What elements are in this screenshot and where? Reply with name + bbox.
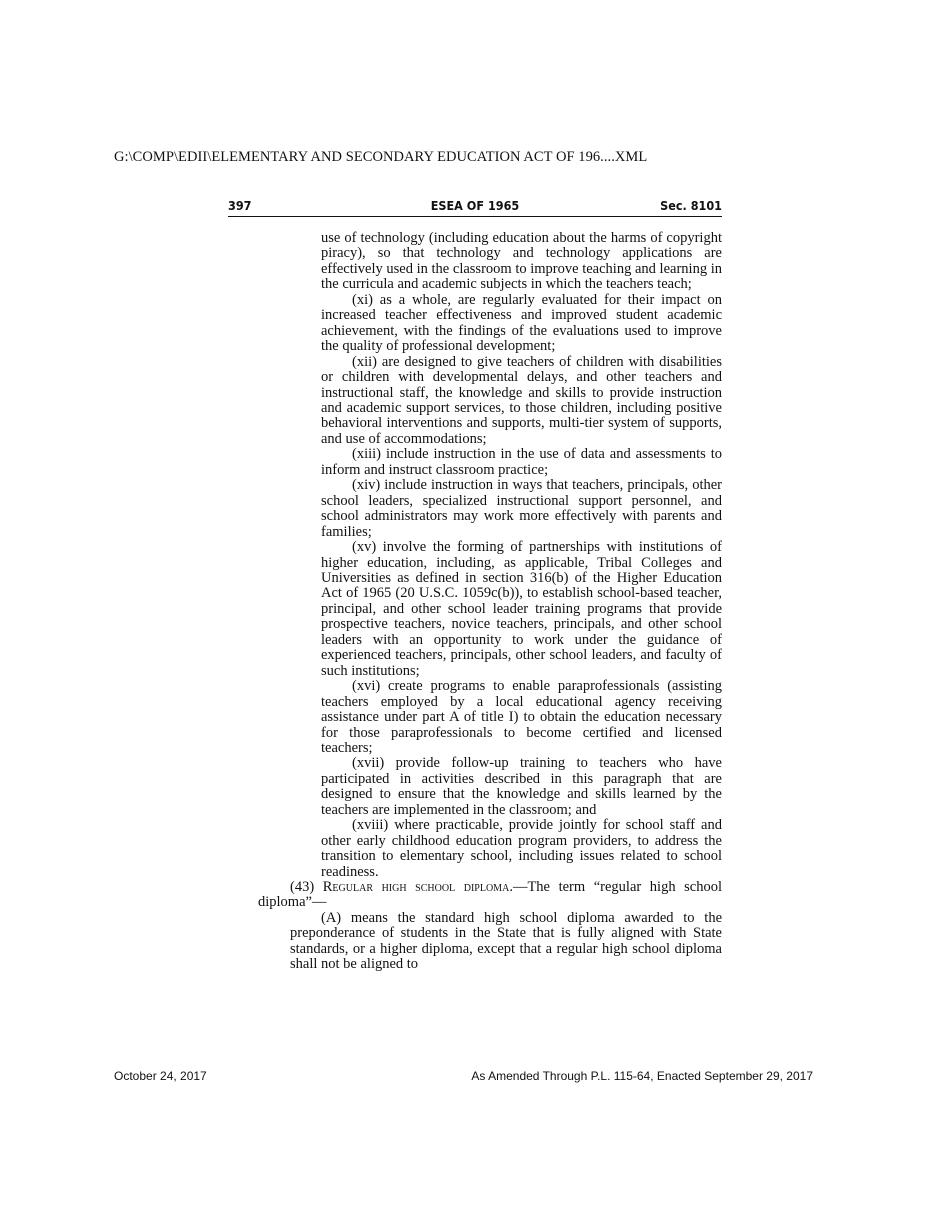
footer-amended: As Amended Through P.L. 115-64, Enacted September 29, 2017 bbox=[471, 1069, 813, 1083]
header-rule bbox=[228, 216, 722, 217]
footer-date: October 24, 2017 bbox=[114, 1069, 207, 1083]
clause-xii: (xii) are designed to give teachers of children with disabilities or children with developmental delays, and other teachers and instructional staff, the knowledge and skills to provide instruction and academic support services, to those children, including positive behavioral interventions and supports, multi-tier system of supports, and use of accommodations; bbox=[321, 353, 722, 447]
running-head bbox=[228, 198, 722, 216]
clause-xviii: (xviii) where practicable, provide jointly for school staff and other early childhood education program providers, to address the transition to elementary school, including issues related to school readiness. bbox=[321, 817, 722, 880]
paragraph-43-heading: Regular high school diploma bbox=[322, 879, 510, 896]
paragraph-43 bbox=[258, 880, 722, 911]
subparagraph-a: (A) means the standard high school diploma awarded to the preponderance of students in the State that is fully aligned with State standards, or a higher diploma, except that a regular high school diploma shall not be aligned to bbox=[290, 909, 722, 973]
clause-xv: (xv) involve the forming of partnerships with institutions of higher education, including, as applicable, Tribal Colleges and Universities as defined in section 316(b) of the Higher Education Act of 1965 (20 U.S.C. 1059c(b)), to establish school-based teacher, principal, and other school leader training programs that provide prospective teachers, novice teachers, principals, and other school leaders with an opportunity to work under the guidance of experienced teachers, principals, other school leaders, and faculty of such institutions; bbox=[321, 539, 722, 679]
running-title: ESEA OF 1965 bbox=[430, 198, 520, 213]
document-body bbox=[258, 231, 722, 973]
clause-xvii: (xvii) provide follow-up training to teachers who have participated in activities described in this paragraph that are designed to ensure that the knowledge and skills learned by the teachers are implemented in the classroom; and bbox=[321, 755, 722, 818]
paragraph-43-number: (43) bbox=[290, 879, 315, 896]
clause-xiv: (xiv) include instruction in ways that teachers, principals, other school leaders, specialized instructional support personnel, and school administrators may work more effectively with parents and families; bbox=[321, 477, 722, 540]
page-number: 397 bbox=[228, 198, 252, 213]
clause-xvi: (xvi) create programs to enable paraprofessionals (assisting teachers employed by a local educational agency receiving assistance under part A of title I) to obtain the education necessary for those paraprofessionals to become certified and licensed teachers; bbox=[321, 678, 722, 756]
paragraph-43-text: .—The term “regular high school diploma”— bbox=[258, 879, 723, 911]
clause-xiii: (xiii) include instruction in the use of data and assessments to inform and instruct classroom practice; bbox=[321, 446, 722, 478]
clause-xi: (xi) as a whole, are regularly evaluated for their impact on increased teacher effectiveness and improved student academic achievement, with the findings of the evaluations used to improve the quality of professional development; bbox=[321, 291, 722, 355]
section-number: Sec. 8101 bbox=[660, 198, 722, 213]
paragraph-continuation: use of technology (including education about the harms of copyright piracy), so that technology and technology applications are effectively used in the classroom to improve teaching and learning in the curricula and academic subjects in which the teachers teach; bbox=[321, 230, 722, 293]
file-path: G:\COMP\EDII\ELEMENTARY AND SECONDARY EDUCATION ACT OF 196....XML bbox=[114, 149, 648, 165]
